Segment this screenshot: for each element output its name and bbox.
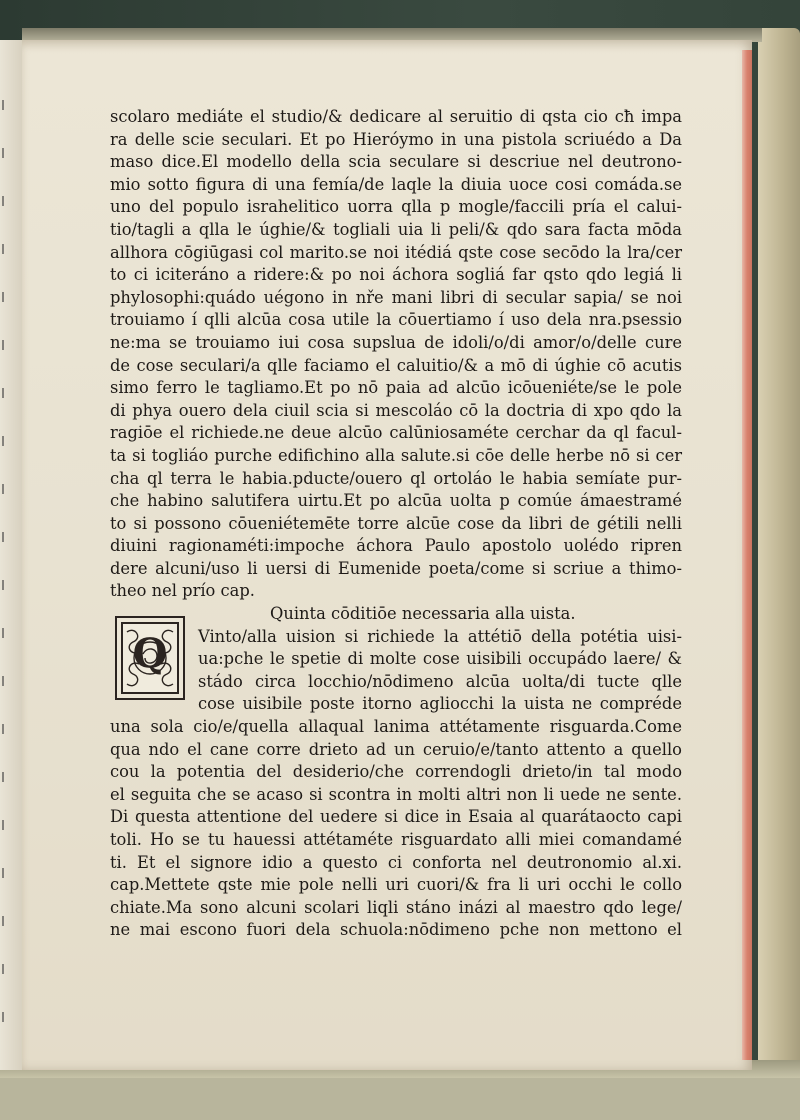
text-line: ua:pche le spetie di molte cose uisibili occupádo laere/ & [198, 649, 682, 669]
text-line: ti. Et el signore idio a questo ci conforta nel deutronomio al.xi. [110, 852, 682, 872]
text-line: maso dice.El modello della scia seculare si descriue nel deutrono- [110, 152, 682, 172]
initial-letter: Q [132, 630, 168, 677]
text-line: stádo circa locchio/nōdimeno alcūa uolta/di tucte qlle [198, 671, 682, 691]
book-cover-edge [758, 28, 800, 1078]
text-line: uno del populo israhelitico uorra qlla p mogle/faccili pría el calui- [110, 197, 682, 217]
decorated-initial [115, 616, 185, 700]
text-line: ragiōe el richiede.ne deue alcūo calūniosaméte cerchar da ql facul- [110, 423, 682, 443]
text-line: diuini ragionaméti:impoche áchora Paulo apostolo uolédo ripren [110, 536, 682, 556]
text-block [110, 106, 682, 942]
text-line: che habino salutifera uirtu.Et po alcūa uolta p comúe ámaestramé [110, 491, 682, 511]
text-line: ne:ma se trouiamo iui cosa supslua de idoli/o/di amor/o/delle cure [110, 332, 682, 352]
text-line: el seguita che se acaso si scontra in molti altri non li uede ne sente. [110, 784, 682, 804]
text-line: theo nel prío cap. [110, 581, 255, 601]
text-line: una sola cio/e/quella allaqual lanima attétamente risguarda.Come [110, 717, 682, 737]
text-line: ra delle scie seculari. Et po Hieróymo in una pistola scriuédo a Da [110, 129, 682, 149]
text-line: allhora cōgiūgasi col marito.se noi itédiá qste cose secōdo la lra/cer [110, 242, 682, 262]
text-line: cap.Mettete qste mie pole nelli uri cuori/& fra li uri occhi le collo [110, 875, 682, 895]
facing-page-fragment [0, 40, 23, 1070]
text-line: cou la potentia del desiderio/che correndogli drieto/in tal modo [110, 762, 682, 782]
text-line: ta si togliáo purche edifichino alla salute.si cōe delle herbe nō si cer [110, 445, 682, 465]
text-line: to ci iciteráno a ridere:& po noi áchora sogliá far qsto qdo legiá li [110, 265, 682, 285]
text-line: qua ndo el cane corre drieto ad un ceruio/e/tanto attento a quello [110, 739, 682, 759]
text-line: to si possono cōueniétemēte torre alcūe cose da libri de gétili nelli [110, 513, 682, 533]
text-line: phylosophi:quádo uégono in nře mani libri di secular sapia/ se noi [110, 287, 682, 307]
text-line: cha ql terra le habia.pducte/ouero ql ortoláo le habia semíate pur- [110, 468, 682, 488]
text-line: Vinto/alla uision si richiede la attétiō della potétia uisi- [198, 626, 682, 646]
text-line: mio sotto figura di una femía/de laqle la diuia uoce cosi comáda.se [110, 174, 682, 194]
text-line: chiate.Ma sono alcuni scolari liqli stáno inázi al maestro qdo lege/ [110, 897, 682, 917]
text-line: scolaro mediáte el studio/& dedicare al seruitio di qsta cio cħ impa [110, 107, 682, 126]
section-heading: Quinta cōditiōe necessaria alla uista. [270, 604, 576, 624]
text-line: ne mai escono fuori dela schuola:nōdimeno pche non mettono el [110, 920, 682, 940]
text-line: toli. Ho se tu hauessi attétaméte risguardato alli miei comandamé [110, 830, 682, 849]
text-line: cose uisibile poste itorno agliocchi la uista ne compréde [198, 694, 682, 714]
text-line: dere alcuni/uso li uersi di Eumenide poeta/come si scriue a thimo- [110, 558, 682, 578]
text-line: tio/tagli a qlla le úghie/& togliali uia li peli/& qdo sara facta mōda [110, 219, 682, 239]
text-line: Di questa attentione del uedere si dice in Esaia al quarátaocto capi [110, 807, 682, 827]
text-line: simo ferro le tagliamo.Et po nō paia ad alcūo icōueniéte/se le pole [110, 378, 682, 398]
red-page-edge [742, 50, 752, 1060]
text-line: di phya ouero dela ciuil scia si mescoláo cō la doctria di xpo qdo la [110, 400, 682, 420]
text-line: de cose seculari/a qlle faciamo el caluitio/& a mō di úghie cō acutis [110, 355, 682, 375]
text-line: trouiamo í qlli alcūa cosa utile la cōuertiamo í uso dela nra.psessio [110, 310, 682, 330]
